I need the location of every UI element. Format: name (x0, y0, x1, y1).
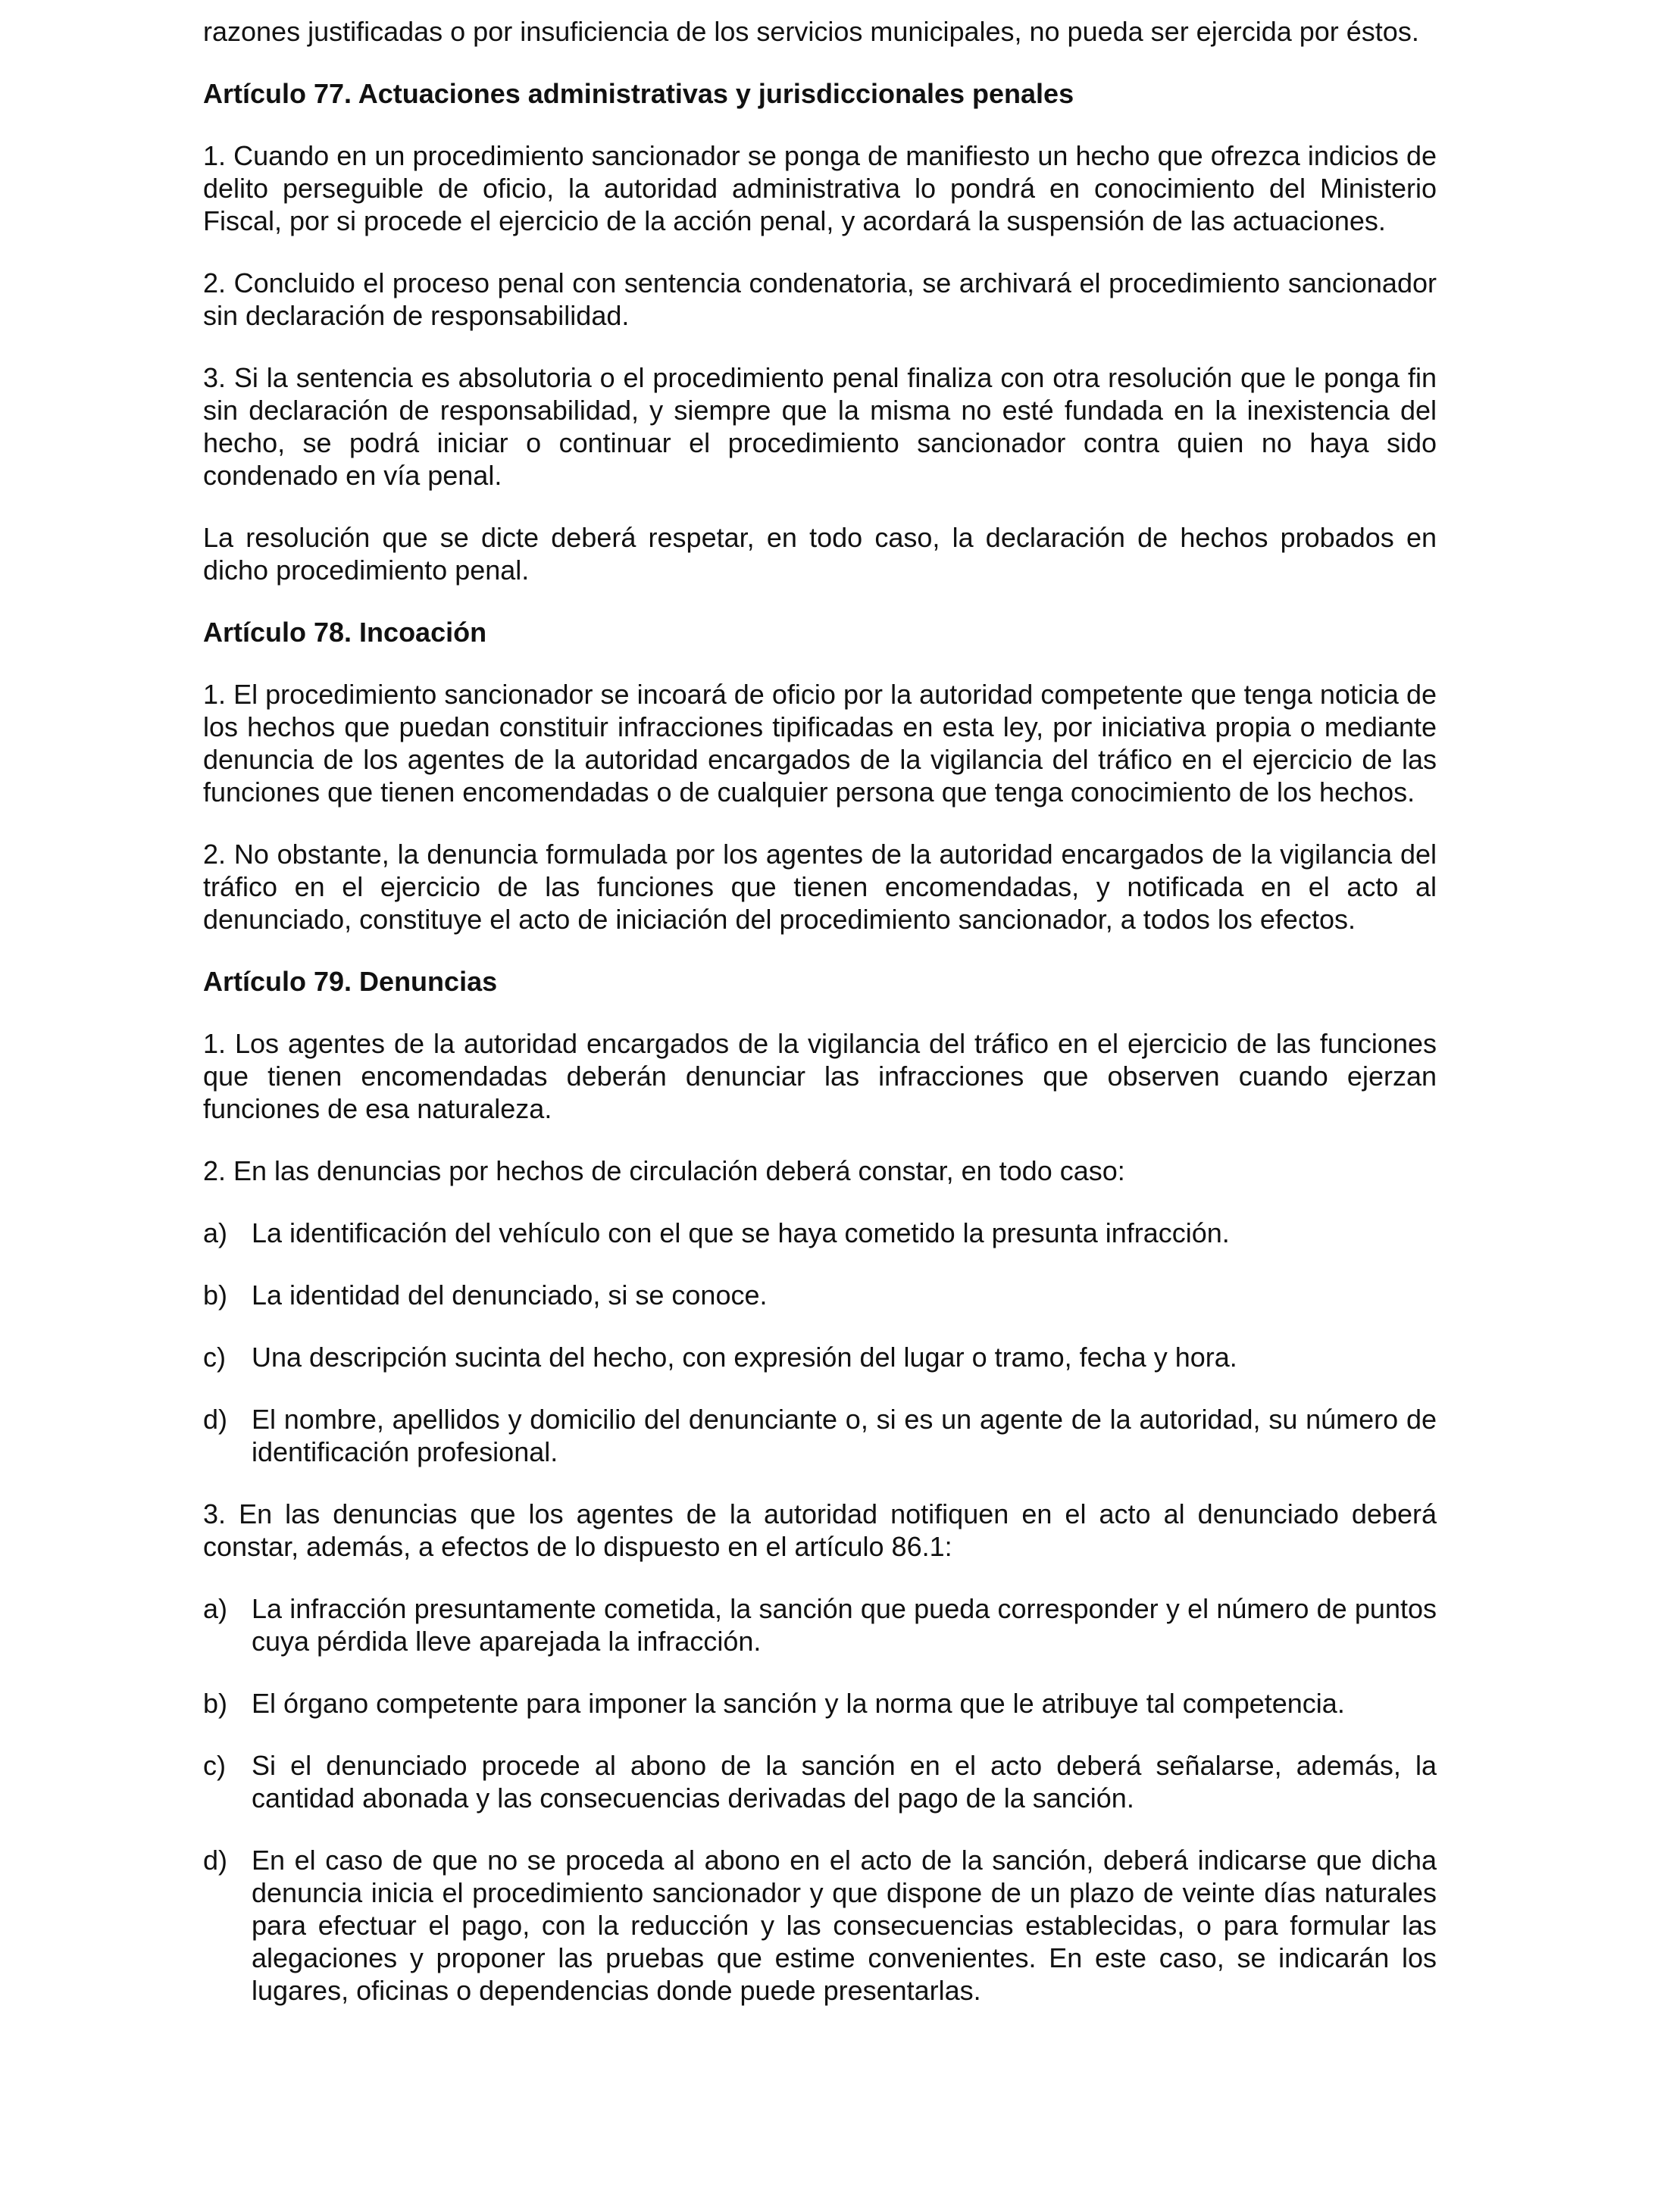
list-item-text: El órgano competente para imponer la sanción y la norma que le atribuye tal competencia. (252, 1688, 1345, 1719)
list-item (203, 1844, 1437, 2007)
article-79-heading: Artículo 79. Denuncias (203, 966, 498, 997)
article-77-paragraph-1: 1. Cuando en un procedimiento sancionador se ponga de manifiesto un hecho que ofrezca indicios de delito perseguible de oficio, la autoridad administrativa lo pondrá en conocimiento del Ministerio Fiscal, por si procede el ejercicio de la acción penal, y acordará la suspensión de las actuaciones. (203, 140, 1437, 236)
list-item-text: La identificación del vehículo con el que se haya cometido la presunta infracción. (252, 1217, 1230, 1248)
list-item-text: Si el denunciado procede al abono de la sanción en el acto deberá señalarse, además, la cantidad abonada y las consecuencias derivadas del pago de la sanción. (252, 1750, 1437, 1814)
list-item-text: La infracción presuntamente cometida, la sanción que pueda corresponder y el número de puntos cuya pérdida lleve aparejada la infracción. (252, 1593, 1437, 1657)
list-item-label: c) (203, 1342, 226, 1373)
list-item-text: Una descripción sucinta del hecho, con expresión del lugar o tramo, fecha y hora. (252, 1342, 1237, 1373)
list-item-label: a) (203, 1593, 228, 1624)
article-79-list-1 (203, 1217, 1437, 1468)
list-item (203, 1341, 1437, 1373)
list-item-text: La identidad del denunciado, si se conoce. (252, 1279, 768, 1311)
list-item-text: En el caso de que no se proceda al abono en el acto de la sanción, deberá indicarse que dicha denuncia inicia el procedimiento sancionador y que dispone de un plazo de veinte días naturales para efectuar el pago, con la reducción y las consecuencias establecidas, o para formular las alegaciones y proponer las pruebas que estime convenientes. En este caso, se indicarán los lugares, oficinas o dependencias donde puede presentarlas. (252, 1845, 1437, 2006)
list-item (203, 1687, 1437, 1720)
list-item-label: b) (203, 1688, 228, 1719)
article-79-list-2 (203, 1592, 1437, 2007)
list-item-label: d) (203, 1404, 228, 1435)
list-item-label: d) (203, 1845, 228, 1876)
list-item-text: El nombre, apellidos y domicilio del denunciante o, si es un agente de la autoridad, su número de identificación profesional. (252, 1404, 1437, 1467)
list-item (203, 1217, 1437, 1249)
article-77-paragraph-4: La resolución que se dicte deberá respetar, en todo caso, la declaración de hechos probados en dicho procedimiento penal. (203, 522, 1437, 586)
list-item-label: a) (203, 1217, 228, 1248)
article-79-paragraph-2: 2. En las denuncias por hechos de circulación deberá constar, en todo caso: (203, 1155, 1125, 1186)
list-item (203, 1279, 1437, 1311)
document-page (203, 15, 1437, 2036)
article-79-paragraph-3: 3. En las denuncias que los agentes de la autoridad notifiquen en el acto al denunciado deberá constar, además, a efectos de lo dispuesto en el artículo 86.1: (203, 1498, 1437, 1562)
article-78-paragraph-2: 2. No obstante, la denuncia formulada por los agentes de la autoridad encargados de la vigilancia del tráfico en el ejercicio de las funciones que tienen encomendadas, y notificada en el acto al denunciado, constituye el acto de iniciación del procedimiento sancionador, a todos los efectos. (203, 839, 1437, 935)
article-77-heading: Artículo 77. Actuaciones administrativas y jurisdiccionales penales (203, 78, 1074, 109)
article-79-paragraph-1: 1. Los agentes de la autoridad encargados de la vigilancia del tráfico en el ejercicio de las funciones que tienen encomendadas deberán denunciar las infracciones que observen cuando ejerzan funciones de esa naturaleza. (203, 1028, 1437, 1124)
article-77-paragraph-3: 3. Si la sentencia es absolutoria o el procedimiento penal finaliza con otra resolución que le ponga fin sin declaración de responsabilidad, y siempre que la misma no esté fundada en la inexistencia del hecho, se podrá iniciar o continuar el procedimiento sancionador contra quien no haya sido condenado en vía penal. (203, 362, 1437, 491)
intro-paragraph: razones justificadas o por insuficiencia de los servicios municipales, no pueda ser ejercida por éstos. (203, 16, 1419, 47)
list-item (203, 1749, 1437, 1814)
article-77-paragraph-2: 2. Concluido el proceso penal con sentencia condenatoria, se archivará el procedimiento sancionador sin declaración de responsabilidad. (203, 267, 1437, 331)
list-item (203, 1592, 1437, 1657)
list-item-label: b) (203, 1279, 228, 1311)
list-item-label: c) (203, 1750, 226, 1781)
article-78-heading: Artículo 78. Incoación (203, 617, 487, 648)
list-item (203, 1403, 1437, 1468)
article-78-paragraph-1: 1. El procedimiento sancionador se incoará de oficio por la autoridad competente que tenga noticia de los hechos que puedan constituir infracciones tipificadas en esta ley, por iniciativa propia o mediante denuncia de los agentes de la autoridad encargados de la vigilancia del tráfico en el ejercicio de las funciones que tienen encomendadas o de cualquier persona que tenga conocimiento de los hechos. (203, 679, 1437, 808)
